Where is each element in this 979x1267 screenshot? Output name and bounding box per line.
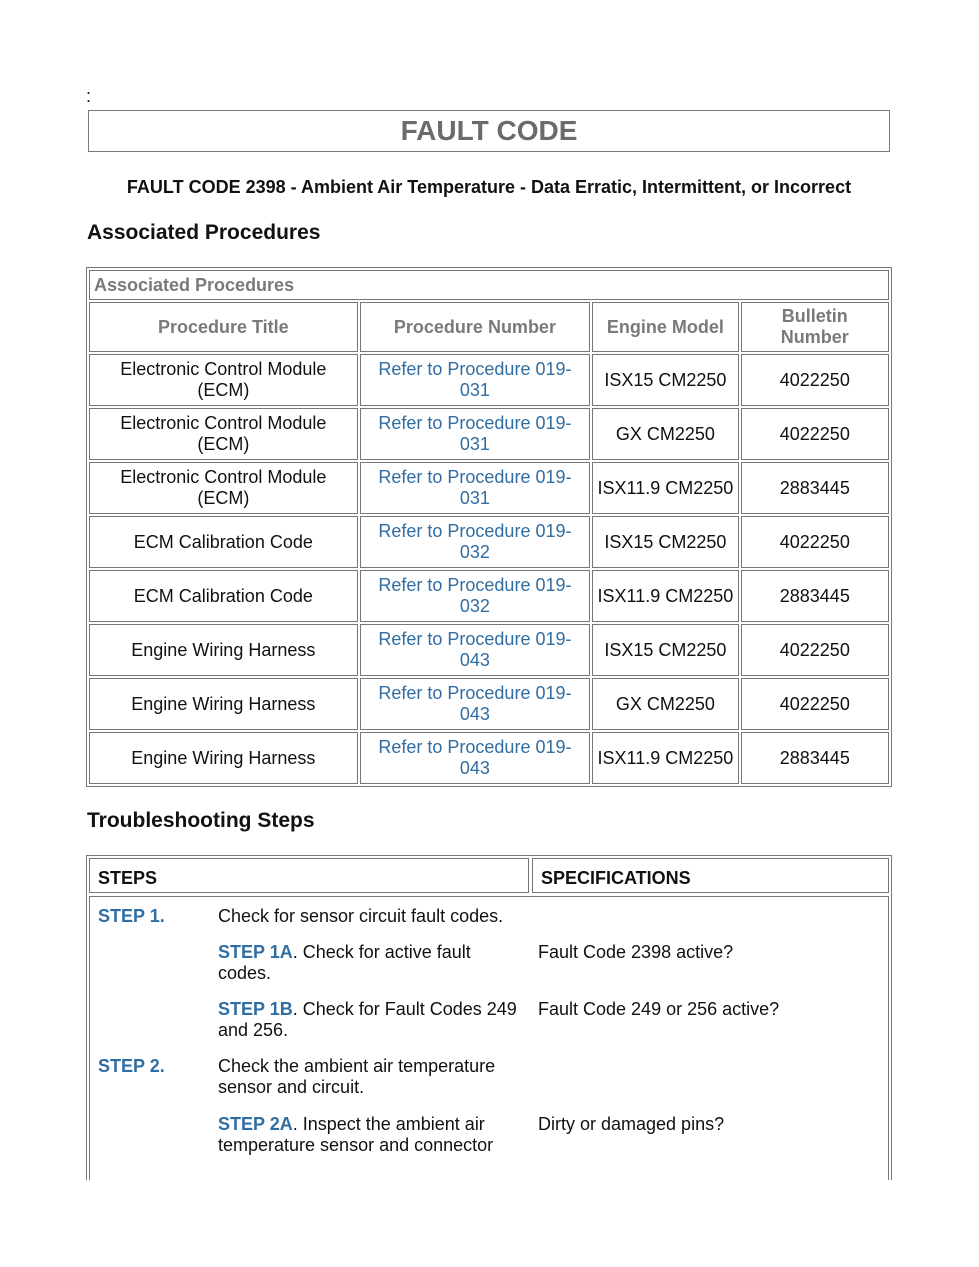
table-row [89,570,889,622]
troubleshooting-steps-heading: Troubleshooting Steps [87,809,315,832]
procedure-link[interactable]: Refer to Procedure 019-031 [360,354,591,406]
engine-model-cell: ISX15 CM2250 [592,354,738,406]
table-row [89,624,889,676]
steps-table-body [89,896,889,1180]
procedure-title-cell: ECM Calibration Code [89,516,358,568]
table-row [89,732,889,784]
table-row [89,516,889,568]
engine-model-cell: ISX15 CM2250 [592,516,738,568]
step-2a-spec: Dirty or damaged pins? [538,1114,725,1134]
bulletin-number-cell: 2883445 [741,462,889,514]
page-title-box [88,110,890,152]
step-2-text: Check the ambient air temperature sensor and circuit. [218,1056,496,1097]
procedure-title-cell: Engine Wiring Harness [89,624,358,676]
procedure-title-cell: Electronic Control Module (ECM) [89,354,358,406]
column-header-engine-model: Engine Model [592,302,738,352]
procedure-link[interactable]: Refer to Procedure 019-031 [360,462,591,514]
bulletin-number-cell: 4022250 [741,624,889,676]
engine-model-cell: ISX11.9 CM2250 [592,732,738,784]
procedure-title-cell: ECM Calibration Code [89,570,358,622]
column-header-specifications: SPECIFICATIONS [532,858,889,893]
bulletin-number-cell: 2883445 [741,570,889,622]
procedure-link[interactable]: Refer to Procedure 019-032 [360,570,591,622]
step-1a-label[interactable]: STEP 1A [218,942,293,962]
procedure-link[interactable]: Refer to Procedure 019-043 [360,678,591,730]
column-header-bulletin-number: Bulletin Number [741,302,889,352]
column-header-procedure-number: Procedure Number [360,302,591,352]
table-row [89,408,889,460]
step-2a-label[interactable]: STEP 2A [218,1114,293,1134]
steps-table-header [89,858,889,893]
step-1b-label[interactable]: STEP 1B [218,999,293,1019]
step-1-text: Check for sensor circuit fault codes. [218,906,504,926]
step-1a-description: . Check for active fault codes. [218,942,471,983]
bulletin-number-cell: 4022250 [741,678,889,730]
step-1b-spec: Fault Code 249 or 256 active? [538,999,780,1019]
procedure-title-cell: Electronic Control Module (ECM) [89,462,358,514]
step-1b-text [218,999,518,1041]
procedure-link[interactable]: Refer to Procedure 019-032 [360,516,591,568]
step-2-label[interactable]: STEP 2. [98,1056,165,1076]
procedure-title-cell: Engine Wiring Harness [89,732,358,784]
leading-mark: : [86,86,92,106]
page-title: FAULT CODE [400,115,578,146]
engine-model-cell: GX CM2250 [592,408,738,460]
step-1a-text [218,942,508,984]
engine-model-cell: ISX11.9 CM2250 [592,570,738,622]
engine-model-cell: ISX11.9 CM2250 [592,462,738,514]
table-caption: Associated Procedures [89,270,889,300]
table-row [89,678,889,730]
bulletin-number-cell: 4022250 [741,516,889,568]
fault-code-heading: FAULT CODE 2398 - Ambient Air Temperature - Data Erratic, Intermittent, or Incorrect [126,177,852,197]
bulletin-number-cell: 4022250 [741,408,889,460]
troubleshooting-steps-table [86,855,892,1180]
step-1a-spec: Fault Code 2398 active? [538,942,734,962]
engine-model-cell: ISX15 CM2250 [592,624,738,676]
engine-model-cell: GX CM2250 [592,678,738,730]
procedure-title-cell: Engine Wiring Harness [89,678,358,730]
step-2a-description: . Inspect the ambient air temperature sensor and connector [218,1114,494,1155]
procedure-title-cell: Electronic Control Module (ECM) [89,408,358,460]
associated-procedures-table [86,267,892,787]
table-row [89,354,889,406]
procedure-link[interactable]: Refer to Procedure 019-031 [360,408,591,460]
bulletin-number-cell: 4022250 [741,354,889,406]
column-header-procedure-title: Procedure Title [89,302,358,352]
bulletin-number-cell: 2883445 [741,732,889,784]
table-row [89,462,889,514]
step-1-label[interactable]: STEP 1. [98,906,165,926]
procedure-link[interactable]: Refer to Procedure 019-043 [360,624,591,676]
procedure-link[interactable]: Refer to Procedure 019-043 [360,732,591,784]
step-1b-description: . Check for Fault Codes 249 and 256. [218,999,517,1040]
step-2a-text [218,1114,523,1156]
associated-procedures-heading: Associated Procedures [87,221,321,244]
column-header-steps: STEPS [89,858,529,893]
